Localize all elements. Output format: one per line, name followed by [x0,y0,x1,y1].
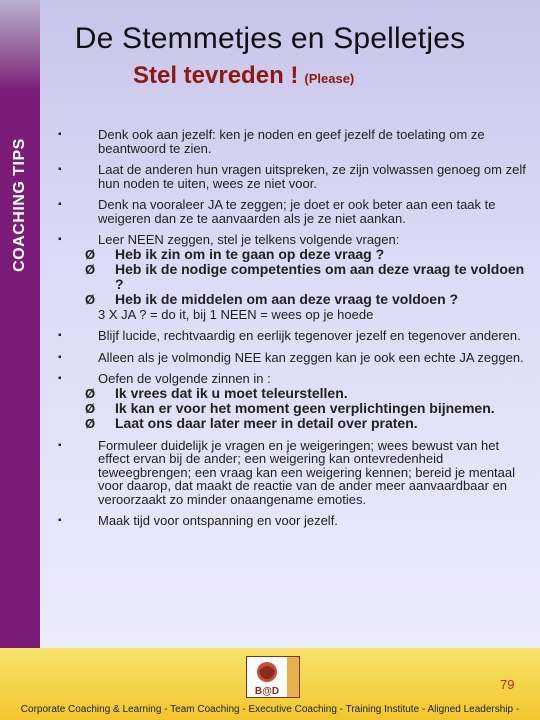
arrow-bullet-icon: Ø [85,261,96,277]
sub-question-text: Ik vrees dat ik u moet teleurstellen. [115,384,348,401]
sub-question-text: Heb ik de nodige competenties om aan deze vraag te voldoen ? [115,260,525,292]
tip-item [58,372,528,431]
tip-summary: 3 X JA ? = do it, bij 1 NEEN = wees op je hoede [98,306,374,322]
tip-item [58,351,528,365]
tip-item [58,163,528,190]
tip-text: Alleen als je volmondig NEE kan zeggen kan je ook een echte JA zeggen. [98,349,524,365]
sub-question [85,416,528,431]
sub-question-text: Heb ik zin om in te gaan op deze vraag ? [115,245,385,262]
subtitle-text: Stel tevreden ! [133,62,299,89]
bullet-icon: ▪ [58,439,62,451]
logo [246,656,300,698]
tip-text: Laat de anderen hun vragen uitspreken, ze zijn volwassen genoeg om zelf hun noden te uiten, wees ze niet voor. [98,162,526,191]
sub-question [85,401,528,416]
sub-question [85,386,528,401]
sub-question-text: Laat ons daar later meer in detail over praten. [115,414,418,431]
arrow-bullet-icon: Ø [85,385,96,401]
arrow-bullet-icon: Ø [85,415,96,431]
sub-question [85,292,528,307]
bullet-icon: ▪ [58,234,62,245]
tip-text: Denk ook aan jezelf: ken je noden en geef jezelf de toelating om ze beantwoord te zien. [98,127,485,156]
tip-text: Formuleer duidelijk je vragen en je weigeringen; wees bewust van het effect ervan bij de ander; een weigering kan ontevredenheid teweegbrengen; een vraag kan een weigering kennen; bereid je mentaal voor daarop, dat maakt de reactie van de ander meer aanvaardbaar en veroorzaakt zo minder onaangename emoties. [98,437,516,507]
tip-item [58,233,528,321]
bullet-icon: ▪ [58,199,62,210]
bullet-icon: ▪ [58,164,62,175]
sub-question-text: Ik kan er voor het moment geen verplichtingen bijnemen. [115,399,495,416]
page-number: 79 [500,677,515,692]
bullet-icon: ▪ [58,129,62,140]
tip-item [58,329,528,343]
tip-text: Leer NEEN zeggen, stel je telkens volgende vragen: [98,232,400,247]
tip-text: Maak tijd voor ontspanning en voor jezelf. [98,513,338,528]
subtitle-note: (Please) [304,71,355,86]
sub-question [85,262,528,292]
sidebar [0,0,40,648]
tip-text: Oefen de volgende zinnen in : [98,371,271,386]
sub-question [85,247,528,262]
tip-text: Denk na vooraleer JA te zeggen; je doet er ook beter aan een taak te weigeren dan ze te aanvaarden als je ze niet aankan. [98,197,496,226]
page-title: De Stemmetjes en Spelletjes [74,22,466,55]
bullet-icon: ▪ [58,515,62,526]
tip-item [58,514,528,528]
arrow-bullet-icon: Ø [85,246,96,262]
arrow-bullet-icon: Ø [85,291,96,307]
arrow-bullet-icon: Ø [85,400,96,416]
tip-item [58,128,528,155]
logo-icon [247,657,299,697]
bullet-icon: ▪ [58,330,62,341]
bullet-icon: ▪ [58,373,62,384]
tip-item [58,198,528,225]
tip-text: Blijf lucide, rechtvaardig en eerlijk tegenover jezelf en tegenover anderen. [98,328,521,343]
page-subtitle [133,62,354,90]
logo-text: B@D [254,686,280,697]
sidebar-label: COACHING TIPS [11,138,28,272]
sub-question-text: Heb ik de middelen om aan deze vraag te voldoen ? [115,290,459,307]
footer-text: Corporate Coaching & Learning - Team Coaching - Executive Coaching - Training Institute - Aligned Leadership - [20,704,520,715]
tips-list [58,128,528,536]
tip-item [58,439,528,507]
bullet-icon: ▪ [58,351,62,363]
